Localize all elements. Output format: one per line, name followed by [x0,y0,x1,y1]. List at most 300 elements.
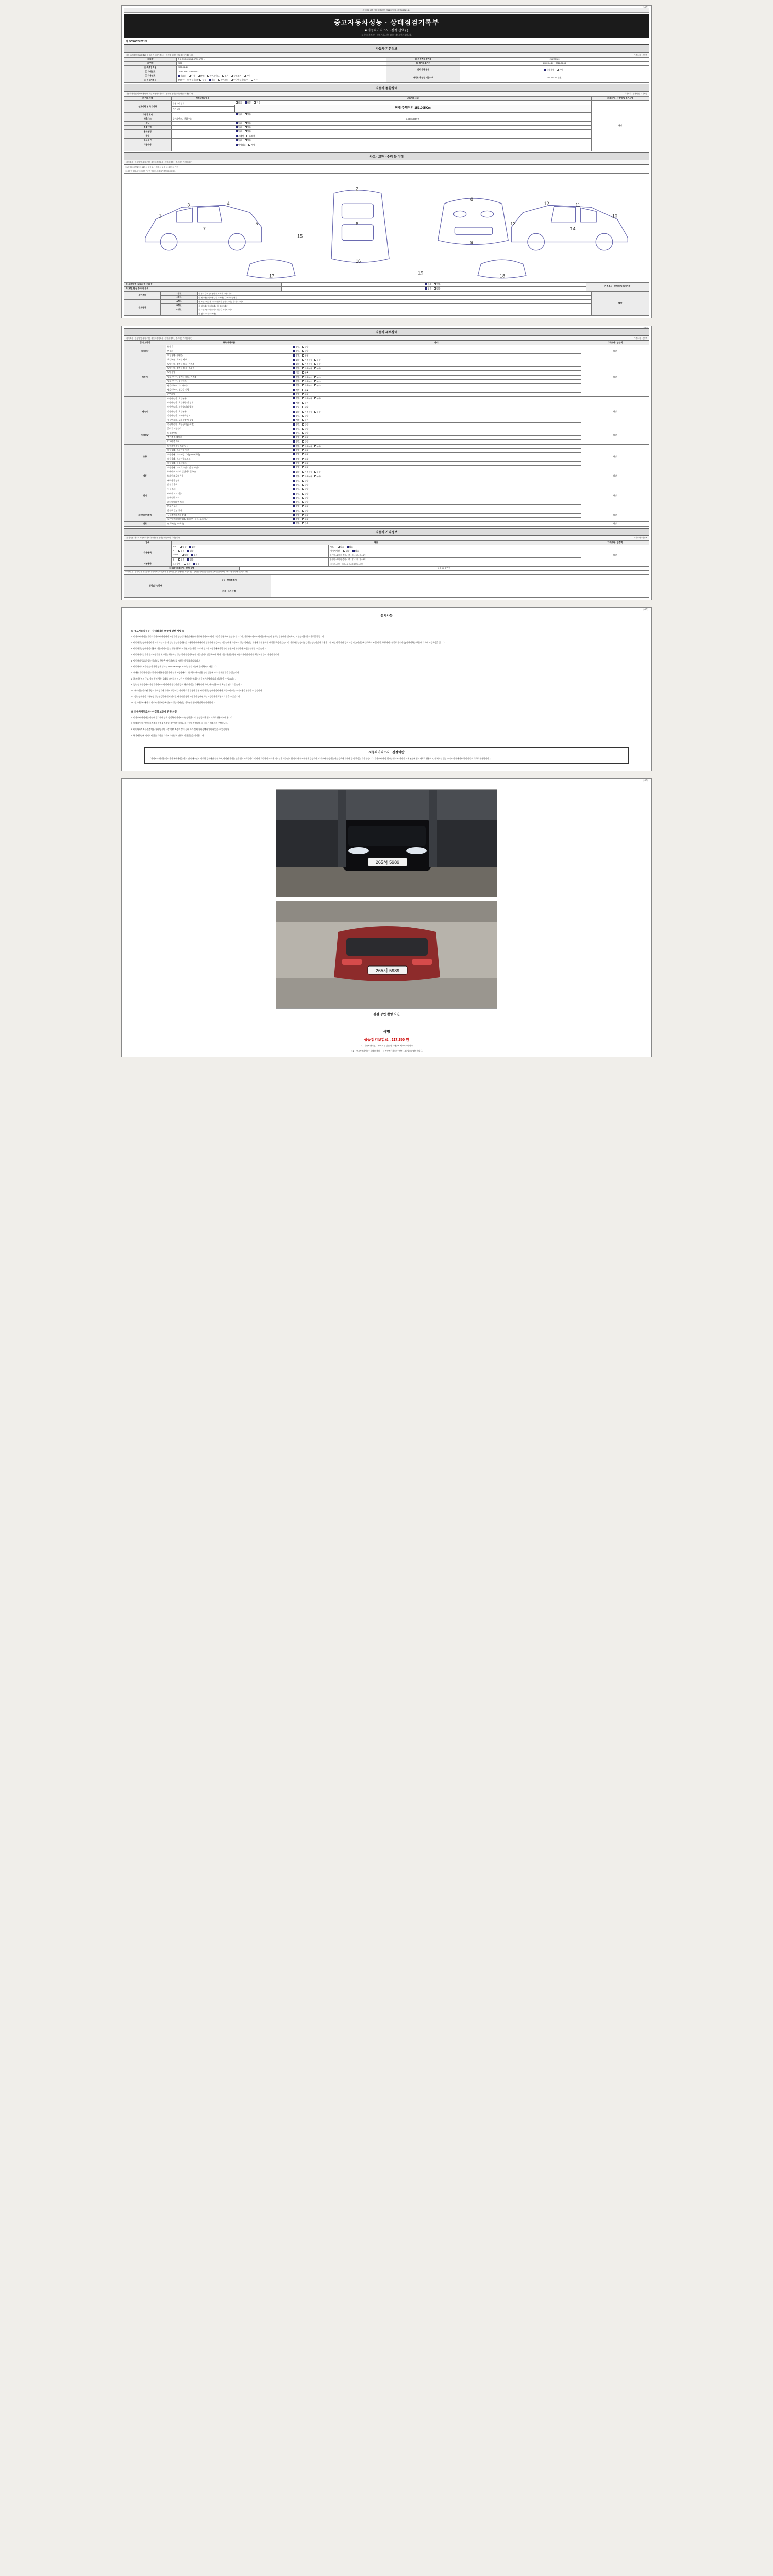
detail-checkbox-2-0-2[interactable] [314,397,321,400]
etc-4-opt-1: 없음 [195,562,199,565]
detail-checkbox-1-5-0[interactable] [293,380,300,383]
detail-item-7-0: 충전구 절연 상태 [166,509,292,513]
detail-checkbox-1-0-1[interactable] [302,359,312,361]
detail-col-0: ⑧ 주요장치 [124,341,166,345]
detail-checkbox-7-2-1[interactable] [302,518,309,521]
detail-checkbox-4-4-1[interactable] [302,462,309,465]
overall-item-10 [171,147,234,151]
fuel-hybrid-checkbox[interactable] [207,75,220,77]
footnote-1: 「 」자동차관리법」 제58조 및 같은 법 시행규칙 제100조에 따라 [360,1044,413,1047]
etc-2-yes-checkbox[interactable] [182,554,189,556]
trans-semi-checkbox[interactable] [218,79,228,81]
detail-checkbox-2-6-1[interactable] [302,423,309,426]
detail-checkbox-0-2-1[interactable] [302,354,309,357]
front-photo-svg [276,790,497,897]
accident-yes-checkbox[interactable]: 있음 [434,283,441,286]
section-header-basic: 자동차 기본정보 [124,45,649,53]
table-row [124,418,649,422]
detail-state-7-2 [292,517,581,521]
detail-checkbox-0-0-1[interactable] [302,346,309,348]
frame-note-col: 해당 [591,292,649,315]
table-row [124,483,649,487]
inspector-sign-2[interactable] [271,586,649,598]
detail-checkbox-1-2-0[interactable] [293,367,300,370]
detail-option-label: 불량 [304,518,309,521]
detail-state-6-1 [292,487,581,492]
mileage-few-checkbox[interactable] [254,101,260,104]
detail-option-label: 양호 [296,345,300,348]
detail-option-label: 불량 [304,423,309,426]
table-row [124,397,649,401]
detail-checkbox-4-1-0[interactable] [293,449,300,452]
transmission-label: ⑥ 변속기종류 [187,78,199,81]
fuel-lpg-checkbox[interactable] [198,75,205,77]
detail-item-1-4: 냉각수누수 - 실린더 헤드 / 가스켓 [166,375,292,379]
option-none-checkbox[interactable] [236,139,242,142]
fuel-ev-checkbox[interactable] [222,75,229,77]
detail-option-label: 불량 [304,449,309,452]
basic-value-2: 2022-04-14 [176,66,386,70]
notice-body [124,622,649,742]
disp-yes-checkbox[interactable] [245,113,251,116]
detail-checkbox-1-7-1[interactable] [302,389,309,392]
detail-checkbox-4-5-0[interactable] [293,466,300,469]
detail-checkbox-7-1-1[interactable] [302,514,309,517]
etc-1b-no-checkbox[interactable] [352,550,359,552]
detail-item-1-1: 오일누유 - 실린더 헤드 / 가스켓 [166,362,292,366]
record-number-line [124,38,649,45]
tuning-none-checkbox[interactable] [236,122,242,125]
inner-rank-2: C랭크 [161,308,197,312]
accident-history-label: ※ 사고이력 (교차/단순 수리 등) [124,282,282,286]
detail-checkbox-4-5-1[interactable] [302,466,309,469]
detail-checkbox-5-1-0[interactable] [293,475,300,478]
detail-item-4-2: 작동상태 - 스티어링 기어(MDPS포함) [166,453,292,457]
detail-option-label: 양호 [296,436,300,439]
page-tag-2: (2/4쪽) [643,327,648,329]
option-yes-checkbox[interactable] [245,139,251,142]
detail-checkbox-2-0-1[interactable] [302,397,312,400]
detail-checkbox-8-0-1[interactable] [302,522,309,525]
detail-state-6-0 [292,483,581,487]
notice-item-8: 9. 성능·상태점검자가 자동차가격조사·산정자와 동일인인 경우 해당 사실을 기재하여야 하며, 매수인은 이를 확인할 권리가 있습니다. [131,684,242,686]
inspector-sign-1[interactable] [271,575,649,586]
detail-checkbox-4-3-0[interactable] [293,458,300,461]
detail-checkbox-1-1-1[interactable] [302,363,312,365]
etc-0-yes-checkbox[interactable] [180,546,187,548]
detail-checkbox-4-0-2[interactable] [314,445,321,448]
etc-0b-yes-checkbox[interactable] [338,546,344,548]
inspector-block-label: 점검(검사)일자 [124,575,187,598]
detail-item-2-4: 수동변속기 - 기어변속장치 [166,414,292,418]
accident-none-checkbox[interactable] [425,283,432,286]
inspector-label-2: 가격 · 조사산정 [187,586,271,598]
detail-option-label: 양호 [296,354,300,357]
detail-option-label: 양호 [296,405,300,409]
detail-checkbox-7-2-0[interactable] [293,518,300,521]
usage-opt-0: 없음 [238,130,242,133]
overall-item-4 [171,121,234,125]
outer-panel-title: 외판부위 [124,292,161,300]
price-unit: 만원 [446,567,451,570]
detail-checkbox-6-1-0[interactable] [293,488,300,490]
trans-auto-checkbox[interactable] [209,79,215,81]
detail-checkbox-4-0-0[interactable] [293,445,300,448]
detail-checkbox-5-1-1[interactable] [302,475,312,478]
etc-3-no-checkbox[interactable] [187,558,194,561]
detail-checkbox-7-0-1[interactable] [302,510,309,512]
disp-none-checkbox[interactable] [236,113,242,116]
detail-note-2: 해당 [581,397,649,427]
detail-checkbox-5-0-2[interactable] [314,471,321,473]
table-row [124,282,649,286]
detail-note-0: 해당 [581,345,649,358]
detail-checkbox-8-0-0[interactable] [293,522,300,525]
detail-state-1-0 [292,358,581,362]
detail-checkbox-2-4-1[interactable] [302,415,309,417]
detail-checkbox-2-3-1[interactable] [302,411,312,413]
detail-checkbox-1-6-1[interactable] [302,384,312,387]
etc-3-opt-1: 없음 [190,558,194,561]
overall-cat-3: 배출가스 [124,117,172,121]
etc-1-opt-1: 없음 [190,549,194,552]
detail-item-6-4: 라디에이터 팬 모터 [166,500,292,504]
fuel-diesel-checkbox[interactable] [189,75,195,77]
detail-checkbox-2-1-0[interactable] [293,402,300,404]
detail-checkbox-6-4-1[interactable] [302,501,309,503]
svg-text:7: 7 [203,226,206,231]
detail-checkbox-2-2-0[interactable] [293,406,300,409]
detail-checkbox-3-3-1[interactable] [302,440,309,443]
etc-4-yes-checkbox[interactable] [184,563,191,565]
detail-checkbox-2-3-0[interactable] [293,411,300,413]
detail-checkbox-2-4-0[interactable] [293,415,300,417]
detail-checkbox-2-3-2[interactable] [314,411,321,413]
detail-checkbox-1-5-1[interactable] [302,380,312,383]
overall-item-7 [171,134,234,138]
table-row [124,100,649,107]
etc-4-opt-0: 있음 [186,562,191,565]
detail-item-7-2: 고전원전기배선 상태(접속단자, 피복, 보호기구) [166,517,292,521]
etc-label-0: 기어 [172,545,177,548]
svg-text:265서 5989: 265서 5989 [375,859,400,865]
table-row [124,126,649,130]
detail-checkbox-6-2-1[interactable] [302,493,309,495]
detail-item-4-4: 작동상태 - 파워크랭크 [166,462,292,466]
detail-checkbox-4-2-1[interactable] [302,453,309,456]
detail-checkbox-6-5-0[interactable] [293,505,300,508]
detail-checkbox-7-0-0[interactable] [293,510,300,512]
notice-title: 유의사항 [380,615,393,618]
etc-3-yes-checkbox[interactable] [178,558,185,561]
detail-item-2-0: 자동변속기 - 오일누유 [166,397,292,401]
detail-checkbox-1-0-0[interactable] [293,359,300,361]
inspector-signature-table [124,574,649,598]
table-row [124,139,649,143]
detail-option-label: 양호 [296,518,300,521]
detail-checkbox-1-0-2[interactable] [314,359,321,361]
detail-note-6: 해당 [581,483,649,509]
etc-1-yes-checkbox[interactable] [178,550,185,552]
detail-checkbox-7-1-0[interactable] [293,514,300,517]
detail-checkbox-3-2-1[interactable] [302,436,309,439]
detail-checkbox-3-0-1[interactable] [302,428,309,430]
fuel-opt-1: 디젤 [191,74,195,77]
svg-text:11: 11 [575,202,580,208]
detail-checkbox-3-1-0[interactable] [293,432,300,434]
detail-state-table [124,341,649,527]
detail-checkbox-6-3-0[interactable] [293,497,300,499]
detail-checkbox-5-2-0[interactable] [293,480,300,482]
detail-option-label: 불량 [304,440,309,443]
detail-state-2-0 [292,397,581,401]
detail-checkbox-1-8-0[interactable] [293,393,300,396]
notice-item-4: 5. 자동차의 종류별 성능·상태점검 항목은 자동차관리법 시행규칙 별표에 따릅니다. [131,659,200,662]
detail-note-5: 해당 [581,470,649,483]
overall-item-3: 일산화탄소 / 탄화수소 [171,117,234,121]
detail-checkbox-2-1-1[interactable] [302,402,309,404]
detail-checkbox-2-2-1[interactable] [302,406,309,409]
inner-frame-title: 주요골격 [124,300,161,316]
engine-and-transmission [176,78,386,82]
basic-label2-0: ⑩ 자동차등록번호 [386,58,460,62]
detail-option-label: 양호 [296,466,300,469]
trans-manual-checkbox[interactable] [199,79,206,81]
detail-checkbox-3-1-1[interactable] [302,432,309,434]
detail-option-label: 불량 [304,345,309,348]
detail-state-4-4 [292,462,581,466]
basic-value-0: 볼보 S90XC AWD (세부모델: ) [176,58,386,62]
detail-checkbox-4-0-1[interactable] [302,445,312,448]
detail-checkbox-0-2-0[interactable] [293,354,300,357]
notice2-item-0: 1. 가격조사·산정자는 사실에 입각하여 정확 성실하게 가격조사·산정하였으며, 산정금액은 참고자료로 활용되어야 합니다. [131,716,233,719]
detail-checkbox-1-4-2[interactable] [314,376,321,379]
svg-text:17: 17 [268,273,275,279]
accident-note-2: ※ 차량 상태표시 등에 대한 기준은 아래 그림에 표기하여 표시합니다. [125,170,176,172]
recall-none-checkbox[interactable] [236,144,246,146]
detail-checkbox-6-0-0[interactable] [293,484,300,486]
etc-0-no-checkbox[interactable] [189,546,196,548]
frame-parts-table [124,292,649,316]
notice2-item-1: 2. 매매업자·매수인이 가격조사·산정을 의뢰한 경우에만 가격조사·산정이 진행되며, 그 비용은 의뢰자가 부담합니다. [131,722,228,725]
table-row [124,62,649,66]
fuel-hydrogen-checkbox[interactable] [231,75,241,77]
detail-checkbox-1-4-0[interactable] [293,376,300,379]
detail-checkbox-3-3-0[interactable] [293,440,300,443]
detail-checkbox-5-0-0[interactable] [293,471,300,473]
inner-items-3: ⑱ 휠하우스 ⑲ 루프레일 [197,312,591,315]
detail-state-2-6 [292,422,581,427]
basic-value-1: 2022 [176,62,386,66]
detail-option-label: 없음 [296,522,300,525]
detail-checkbox-1-6-0[interactable] [293,384,300,387]
special-yes-checkbox[interactable] [245,126,251,129]
detail-group-1: 원동기 [124,358,166,397]
usage-yes-checkbox[interactable] [245,130,251,133]
detail-item-6-0: 발전기 출력 [166,483,292,487]
tuning-yes-checkbox[interactable] [245,122,251,125]
detail-checkbox-5-1-2[interactable] [314,475,321,478]
current-mileage-display: 현재 주행거리 153,005Km [234,105,591,113]
detail-checkbox-1-3-1[interactable] [302,371,309,374]
fuel-gasoline-checkbox[interactable] [178,75,186,77]
detail-option-label: 양호 [296,431,300,434]
detail-checkbox-6-3-1[interactable] [302,497,309,499]
overall-subnote-left: (자동차관리법 제58조제1항에 따른 자동차가격조사 · 산정을 원하는 경우에만 기재합니다) [126,93,194,95]
sheet-basic-info [121,5,652,318]
repair-none-checkbox[interactable] [425,287,432,290]
overall-item-1: 계기상태 [171,107,234,113]
detail-option-label: 양호 [296,440,300,443]
detail-checkbox-1-4-1[interactable] [302,376,312,379]
detail-checkbox-3-2-0[interactable] [293,436,300,439]
color-chromatic-checkbox[interactable] [246,135,255,138]
detail-checkbox-6-4-0[interactable] [293,501,300,503]
detail-option-label: 누유 [316,362,321,365]
etc-subnote-right: 가격조사 · 산정액 [634,537,647,539]
etc-2-no-checkbox[interactable] [191,554,198,556]
final-price-value [240,567,649,571]
table-row [124,435,649,439]
detail-checkbox-4-2-0[interactable] [293,453,300,456]
detail-checkbox-0-1-1[interactable] [302,350,309,352]
detail-item-3-3: 디퍼렌셜 기어 [166,440,292,444]
table-row [124,462,649,466]
svg-text:5: 5 [255,221,258,226]
detail-col-3: 가격조사 · 산정액 [581,341,649,345]
detail-item-1-5: 냉각수누수 - 워터펌프 [166,379,292,383]
outer-items-1: ⑤ 쿼터패널(리어펜더) ⑥ 루프패널 ⑦ 사이드실패널 [197,296,591,300]
detail-checkbox-0-0-0[interactable] [293,346,300,348]
etc-0-opt-1: 없음 [191,545,196,548]
etc-note: 해당 [581,545,649,566]
detail-checkbox-0-1-0[interactable] [293,350,300,352]
detail-note-3: 해당 [581,427,649,445]
detail-option-label: 불량 [304,453,309,456]
detail-option-label: 누유 [316,367,321,370]
detail-checkbox-1-1-2[interactable] [314,363,321,365]
basic-value2-2 [460,66,649,74]
detail-checkbox-6-1-1[interactable] [302,488,309,490]
color-opt-1: 유채색 [249,134,255,138]
overall-col-2: 상태(세부내용) [234,96,591,100]
new-price-option-checkbox[interactable]: 신차가격 [544,69,554,71]
price-base-value: 0 0 0 0 0 0 만원 [460,74,649,82]
detail-checkbox-3-0-0[interactable] [293,428,300,430]
detail-note-8: 해당 [581,522,649,526]
usage-none-checkbox[interactable] [236,130,242,133]
table-row [124,414,649,418]
etc-1-no-checkbox[interactable] [187,550,194,552]
detail-checkbox-1-3-0[interactable] [293,371,300,374]
etc-label-3: 휠 [172,558,175,561]
repair-yes-checkbox[interactable]: 있음 [434,287,441,290]
mileage-many-checkbox[interactable] [236,101,242,104]
detail-checkbox-4-4-0[interactable] [293,462,300,465]
detail-checkbox-1-1-0[interactable] [293,363,300,365]
etc-4-no-checkbox[interactable] [193,563,199,565]
mileage-options [234,101,591,105]
detail-checkbox-6-5-1[interactable] [302,505,309,508]
color-achromatic-checkbox[interactable] [236,135,244,138]
detail-checkbox-4-3-1[interactable] [302,458,309,461]
detail-group-8: 연료 [124,522,166,526]
detail-checkbox-5-2-1[interactable] [302,480,309,482]
sheet-detail-state [121,326,652,600]
table-row [124,143,649,147]
notice-item-0: 1. 가격조사·산정은 자동차가격조사·산정자가 자동차의 성능·상태점검 내용과 자동차가격조사·산정 기준을 종합하여 산정합니다. 다만, 자동차가격조사·산정은 매수인이 원하는 경우에만 실시하며, 그 산정액은 참고 자료일 뿐입니다. [131,636,325,638]
overall-note: 해당 [591,100,649,151]
detail-checkbox-6-0-1[interactable] [302,484,309,486]
overall-state-10 [234,147,591,151]
recall-opt-0: 해당없음 [238,143,246,146]
detail-state-0-0 [292,345,581,349]
trans-cvt-checkbox[interactable] [231,79,248,81]
notice2-item-3: 4. 특기사항란에 기재되지 않은 사항은 가격조사·산정에 반영되지 않았음을 의미합니다. [131,734,205,737]
detail-state-1-2 [292,366,581,370]
basic-label-3: ④ 차대번호 [124,70,177,74]
etc-item2-4: 에어컨 □ 있음 / 히터 □ 있음 / 파워핸들 □ 있음 [329,562,581,566]
inspector-label-1: 성능 · 상태점검자 [187,575,271,586]
detail-checkbox-2-0-0[interactable] [293,397,300,400]
fuel-other-checkbox[interactable] [244,75,250,77]
detail-checkbox-1-2-2[interactable] [314,367,321,370]
table-row [124,457,649,461]
detail-item-6-1: 시동 모터 [166,487,292,492]
overall-item-6 [171,130,234,134]
accident-note-col: 가격조사 · 산정액 및 특기사항 [586,282,649,291]
etc-0b-no-checkbox[interactable] [347,546,354,548]
page-subnote: ※ 자동차가격조사 · 산정은 매수인이 원하는 경우에만 기재합니다. [361,34,412,37]
detail-checkbox-1-7-0[interactable] [293,389,300,392]
detail-checkbox-6-2-0[interactable] [293,493,300,495]
section-subnote-etc [124,536,649,540]
detail-checkbox-1-5-2[interactable] [314,380,321,383]
special-none-checkbox[interactable] [236,126,242,129]
detail-checkbox-1-6-2[interactable] [314,384,321,387]
detail-checkbox-5-0-1[interactable] [302,471,312,473]
etc-item-0 [171,545,329,549]
inspection-insurance-fee: 성능점검보험료 : 217,250 원 [364,1038,409,1042]
option-opt-0: 없음 [238,139,242,142]
detail-checkbox-2-5-1[interactable] [302,419,309,421]
detail-checkbox-2-5-0[interactable] [293,419,300,421]
detail-checkbox-2-6-0[interactable] [293,423,300,426]
svg-text:12: 12 [544,201,549,207]
svg-text:1: 1 [159,213,162,219]
trans-other-checkbox[interactable] [251,79,258,81]
page-subtitle: ■ 자동차가격조사 · 산정 선택 ( ) [365,29,408,33]
mileage-normal-checkbox[interactable] [245,101,251,104]
detail-item-1-6: 냉각수누수 - 라디에이터 [166,384,292,388]
front-inspection-photo [276,789,497,897]
engine-type-value: B4204T [177,78,185,81]
detail-state-6-4 [292,500,581,504]
detail-item-6-2: 와이퍼 모터 기능 [166,492,292,496]
recall-yes-checkbox[interactable] [248,144,255,146]
detail-checkbox-1-8-1[interactable] [302,393,309,396]
detail-checkbox-1-2-1[interactable] [302,367,312,370]
etc-1b-yes-checkbox[interactable] [343,550,350,552]
outer-rank-1: 2랭크 [161,296,197,300]
vehicle-damage-diagram[interactable] [124,173,649,281]
detail-checkbox-4-1-1[interactable] [302,449,309,452]
etc-2-opt-0: 있음 [184,553,189,556]
detail-state-1-6 [292,384,581,388]
detail-item-2-3: 수동변속기 - 오일누유 [166,410,292,414]
new-price-option2-checkbox[interactable]: 기타 [557,69,563,71]
section-header-overall: 자동차 종합상태 [124,84,649,92]
